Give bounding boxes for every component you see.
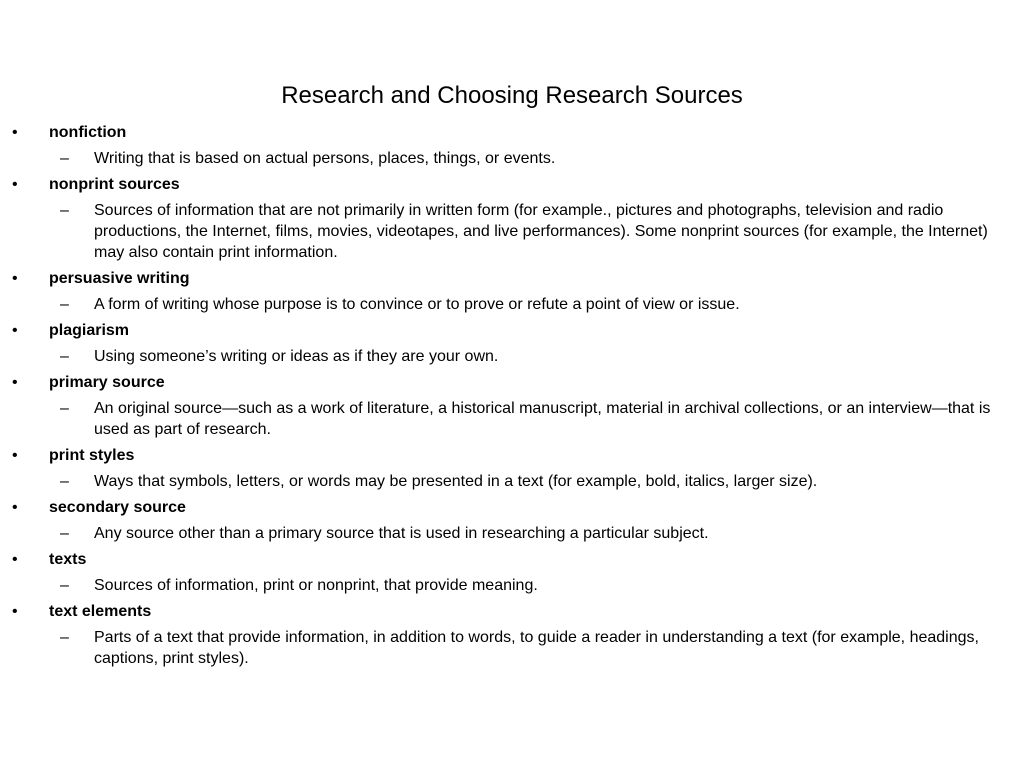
definition-text: Any source other than a primary source that is used in researching a particular subject. [94,525,709,542]
term-item-text-elements [0,601,1024,674]
term-label: persuasive writing [49,270,190,287]
definition-text: A form of writing whose purpose is to convince or to prove or refute a point of view or issue. [94,296,740,313]
bullet-icon: • [12,124,18,141]
definition-text: Writing that is based on actual persons, places, things, or events. [94,150,556,167]
bullet-icon: • [12,447,18,464]
dash-icon: – [60,150,69,167]
term-item-print-styles [0,445,1024,497]
term-item-nonfiction [0,122,1024,174]
bullet-icon: • [12,270,18,287]
definition [60,200,994,268]
term-item-primary-source [0,372,1024,445]
definition [60,575,994,601]
slide-title: Research and Choosing Research Sources [281,82,743,109]
bullet-icon: • [12,603,18,620]
term-label: nonprint sources [49,176,180,193]
definition-text: Using someone’s writing or ideas as if they are your own. [94,348,499,365]
definition [60,398,994,445]
bullet-icon: • [12,176,18,193]
bullet-icon: • [12,499,18,516]
definition [60,627,994,674]
definition [60,523,994,549]
definition-text: Ways that symbols, letters, or words may be presented in a text (for example, bold, italics, larger size). [94,473,818,490]
dash-icon: – [60,473,69,490]
definition-text: Sources of information, print or nonprint, that provide meaning. [94,577,538,594]
definition [60,346,994,372]
term-label: secondary source [49,499,186,516]
term-item-plagiarism [0,320,1024,372]
term-label: primary source [49,374,165,391]
bullet-icon: • [12,322,18,339]
term-item-secondary-source [0,497,1024,549]
dash-icon: – [60,202,69,219]
definition [60,148,994,174]
dash-icon: – [60,577,69,594]
dash-icon: – [60,400,69,417]
term-label: texts [49,551,87,568]
definition [60,294,994,320]
definition-text: Sources of information that are not primarily in written form (for example., pictures and photographs, television and radio productions, the Internet, films, movies, videotapes, and live performances). Some nonprint sources (for example, the Internet) may also contain print information. [94,202,988,261]
definition-text: Parts of a text that provide information, in addition to words, to guide a reader in understanding a text (for example, headings, captions, print styles). [94,629,979,667]
dash-icon: – [60,348,69,365]
term-item-persuasive-writing [0,268,1024,320]
term-item-nonprint-sources [0,174,1024,268]
term-label: print styles [49,447,135,464]
term-list [0,122,1024,674]
bullet-icon: • [12,551,18,568]
term-label: nonfiction [49,124,127,141]
bullet-icon: • [12,374,18,391]
dash-icon: – [60,629,69,646]
term-label: text elements [49,603,152,620]
term-item-texts [0,549,1024,601]
term-label: plagiarism [49,322,130,339]
dash-icon: – [60,296,69,313]
definition [60,471,994,497]
definition-text: An original source—such as a work of literature, a historical manuscript, material in archival collections, or an interview—that is used as part of research. [94,400,991,438]
dash-icon: – [60,525,69,542]
